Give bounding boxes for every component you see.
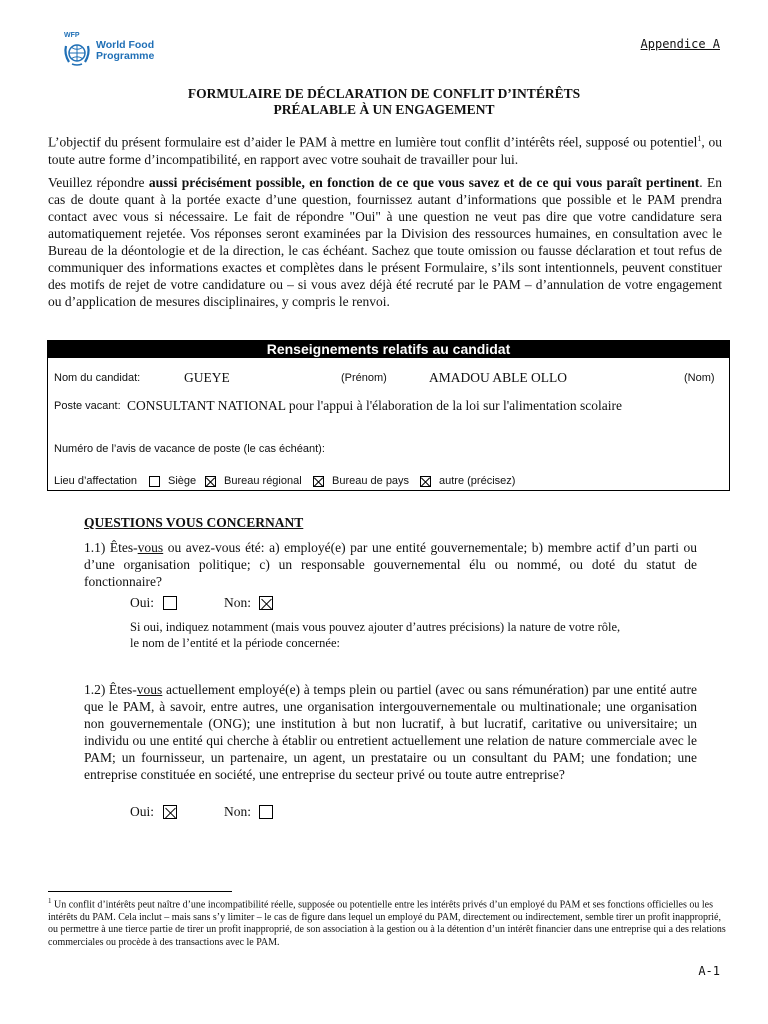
appendix-label: Appendice A bbox=[640, 37, 720, 51]
logo-wordmark: World Food Programme bbox=[96, 39, 155, 62]
nom-label: (Nom) bbox=[684, 372, 715, 384]
footnote-ref: 1 bbox=[697, 134, 702, 143]
name-label: Nom du candidat: bbox=[54, 372, 141, 384]
candidate-info-form bbox=[47, 340, 730, 491]
q1-note: Si oui, indiquez notamment (mais vous pouvez ajouter d’autres précisions) la nature de votre rôle, le nom de l’entité et la période concernée: bbox=[130, 620, 621, 650]
option-siege: Siège bbox=[168, 475, 197, 487]
q2-oui-label: Oui: bbox=[130, 804, 155, 819]
wfp-logo bbox=[62, 32, 162, 68]
poste-field[interactable]: CONSULTANT NATIONAL pour l'appui à l'élaboration de la loi sur l'alimentation scolaire bbox=[127, 398, 622, 413]
question-1-1: 1.1) Êtes-vous ou avez-vous été: a) employé(e) par une entité gouvernementale; b) membre actif d’un parti ou d’une organisation politique; c) un responsable gouvernemental élu ou nommé, ou doté du statut de fonctionnaire? bbox=[84, 540, 697, 589]
q2-oui-checkbox[interactable] bbox=[163, 805, 177, 819]
checkbox-bureau-regional[interactable] bbox=[205, 476, 216, 487]
section-title: QUESTIONS VOUS CONCERNANT bbox=[84, 515, 304, 530]
q1-oui-checkbox[interactable] bbox=[163, 596, 177, 610]
page-title: FORMULAIRE DE DÉCLARATION DE CONFLIT D’INTÉRÊTS PRÉALABLE À UN ENGAGEMENT bbox=[187, 86, 581, 117]
option-bureau-de-pays: Bureau de pays bbox=[332, 475, 410, 487]
q1-non-label: Non: bbox=[224, 595, 251, 610]
page-number: A-1 bbox=[698, 964, 720, 978]
option-autre: autre (précisez) bbox=[439, 475, 516, 487]
checkbox-bureau-de-pays[interactable] bbox=[313, 476, 324, 487]
question-1-2: 1.2) Êtes-vous actuellement employé(e) à temps plein ou partiel (avec ou sans rémunération) par une entité autre que le PAM, à savoir, entre autres, une organisation intergouvernementale ou multinationale; une organisation non gouvernementale (ONG); une institution à but non lucratif, à but lucratif, caritative ou universitaire; un individu ou une entité qui cherche à établir ou entretient actuellement une relation de nature commerciale avec le PAM; un fournisseur, un partenaire, un agent, un prestataire ou un consultant du PAM; une fondation; une entreprise constituée en société, une entreprise du secteur privé ou toute autre entreprise? bbox=[84, 682, 698, 782]
logo-abbrev: WFP bbox=[64, 32, 80, 39]
avis-label: Numéro de l’avis de vacance de poste (le cas échéant): bbox=[54, 443, 325, 455]
first-name-field[interactable]: GUEYE bbox=[184, 370, 230, 385]
option-bureau-regional: Bureau régional bbox=[224, 475, 302, 487]
checkbox-autre[interactable] bbox=[420, 476, 431, 487]
footnote: $^1$ Un conflit d’intérêts peut naître d’une incompatibilité réelle, supposée ou potentielle entre les intérêts privés d’un employé du PAM et ses fonctions officielles ou les intérêts du PAM. Cela inclut – mais sans s’y limiter – le cas de figure dans lequel un employé du PAM, directement ou indirectement, semble tirer un profit inapproprié, ou permettre à une tierce partie de tirer un profit inapproprié, de son association à la gestion ou à la détention d’un intérêt financier dans une entreprise qui a des relations commerciales ou procède à des transactions avec le PAM. bbox=[48, 897, 726, 948]
poste-label: Poste vacant: bbox=[54, 400, 121, 412]
form-heading: Renseignements relatifs au candidat bbox=[48, 341, 729, 358]
q2-non-label: Non: bbox=[224, 804, 251, 819]
laurel-globe-icon bbox=[62, 38, 92, 68]
q1-oui-label: Oui: bbox=[130, 595, 155, 610]
q2-non-checkbox[interactable] bbox=[259, 805, 273, 819]
prenom-label: (Prénom) bbox=[341, 372, 387, 384]
footnote-separator bbox=[48, 891, 232, 892]
intro-paragraph-1: L’objectif du présent formulaire est d’aider le PAM à mettre en lumière tout conflit d’intérêts réel, supposé ou potentiel$^1$, ou toute autre forme d’incompatibilité, en rapport avec votre souhait de travailler pour lui. bbox=[48, 134, 722, 167]
q1-non-checkbox[interactable] bbox=[259, 596, 273, 610]
lieu-label: Lieu d’affectation bbox=[54, 475, 137, 487]
last-name-field[interactable]: AMADOU ABLE OLLO bbox=[429, 370, 567, 385]
checkbox-siege[interactable] bbox=[149, 476, 160, 487]
intro-paragraph-2: Veuillez répondre aussi précisément possible, en fonction de ce que vous savez et de ce qui vous paraît pertinent. En cas de doute quant à la portée exacte d’une question, fournissez autant d’informations que possible et le PAM prendra contact avec vous si nécessaire. Le fait de répondre "Oui" à une question ne veut pas dire que votre candidature sera automatiquement rejetée. Vos réponses seront examinées par la Division des ressources humaines, en consultation avec le Bureau de la déontologie et de la direction, le cas échéant. Sachez que toute omission ou fausse déclaration et tout refus de communiquer des informations exactes et complètes dans le présent Formulaire, s’ils sont intentionnels, peuvent constituer des motifs de rejet de votre candidature ou – si vous avez déjà été recruté par le PAM – d’annulation de votre engagement ou d’application de mesures disciplinaires, y compris le renvoi. bbox=[48, 175, 722, 309]
